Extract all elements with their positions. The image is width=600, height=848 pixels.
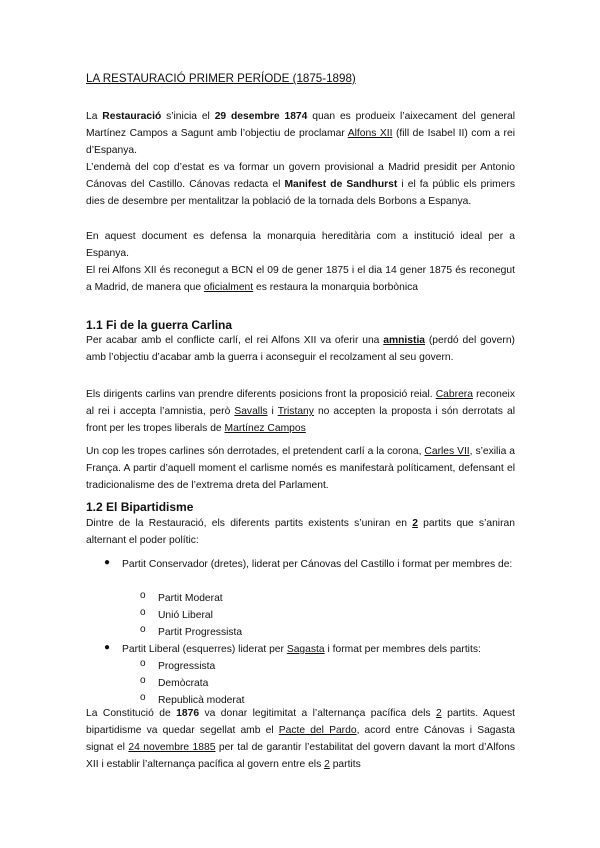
bold-term: 1876 — [176, 708, 200, 719]
document-title: LA RESTAURACIÓ PRIMER PERÍODE (1875-1898) — [86, 72, 356, 85]
underlined-term: 2 — [435, 708, 442, 719]
text-run: s’inicia el — [161, 111, 215, 122]
underlined-term: 2 — [412, 518, 418, 529]
text-run: Els dirigents carlins van prendre diferents posicions front la proposició reial. — [86, 389, 436, 400]
intro-paragraph — [86, 108, 515, 159]
text-run: El rei Alfons XII és reconegut a BCN el 09 de gener 1875 i el dia 14 gener 1875 és reconegut a Madrid, de manera que — [86, 265, 515, 293]
text-run: Un cop les tropes carlines són derrotades, el pretendent carlí a la corona, — [86, 446, 425, 457]
bullet-icon: ● — [104, 557, 111, 568]
list-item: Partit Progressista — [158, 627, 243, 638]
liberal-party-item — [122, 641, 515, 658]
text-run: reconeix al rei i accepta l’amnistia, però — [86, 389, 515, 417]
underlined-term: Tristany — [277, 406, 314, 417]
carlist-leaders-paragraph — [86, 386, 515, 437]
text-run: Partit Liberal (esquerres) liderat per — [122, 644, 287, 655]
text-run: Per acabar amb el conflicte carlí, el rei Alfons XII va oferir una — [86, 335, 384, 346]
section-heading-carlist-war: 1.1 Fi de la guerra Carlina — [86, 318, 233, 332]
text-run: , acord entre Cánovas i Sagasta signat el — [86, 725, 515, 753]
carlism-exile-paragraph — [86, 443, 515, 494]
underlined-term: 2 — [324, 759, 330, 770]
sub-bullet-icon: o — [140, 624, 146, 635]
text-run: i format per membres dels partits: — [324, 644, 481, 655]
text-run: (fill de Isabel II) com a rei d’Espanya. — [86, 128, 515, 156]
bold-term: Manifest de Sandhurst — [284, 179, 398, 190]
conservative-party-item: Partit Conservador (dretes), liderat per Cánovas del Castillo i format per membres de: — [122, 559, 513, 570]
underlined-term: Pacte del Pardo — [278, 725, 357, 736]
sub-bullet-icon: o — [140, 675, 146, 686]
text-run: partits que s’aniran alternant el poder polític: — [86, 518, 515, 546]
text-run: partits. Aquest bipartidisme va quedar segellat amb el — [86, 708, 515, 736]
recognition-paragraph — [86, 262, 515, 296]
sandhurst-paragraph — [86, 159, 515, 210]
text-run: es restaura la monarquia borbònica — [253, 282, 418, 293]
text-run: En aquest document es defensa la monarquia hereditària com a institució ideal per a Espanya. — [86, 231, 515, 259]
text-run: , s’exilia a França. A partir d’aquell moment el carlisme només es manifestarà políticament, defensant el tradicionalisme des de l’extrema dreta del Parlament. — [86, 446, 515, 491]
sub-bullet-icon: o — [140, 692, 146, 703]
underlined-term: Alfons XII — [347, 128, 393, 139]
text-run: La — [86, 111, 103, 122]
text-run: La Constitució de — [86, 708, 177, 719]
section-heading-bipartidisme: 1.2 El Bipartidisme — [86, 500, 194, 514]
text-run: va donar legitimitat a l’alternança pacífica dels — [199, 708, 436, 719]
constitution-paragraph — [86, 705, 515, 773]
text-run: no accepten la proposta i són derrotats al front per les tropes liberals de — [86, 406, 515, 434]
sub-bullet-icon: o — [140, 607, 146, 618]
text-run: quan es produeix l’aixecament del general Martínez Campos a Sagunt amb l’objectiu de proclamar — [86, 111, 515, 139]
text-run: per tal de garantir l’estabilitat del govern davant la mort d’Alfons XII i establir l’alternança pacífica al govern entre els — [86, 742, 516, 770]
list-item: Republicà moderat — [158, 695, 245, 706]
list-item: Demòcrata — [158, 678, 209, 689]
underlined-term: Sagasta — [286, 644, 325, 655]
bold-term: 29 desembre 1874 — [214, 111, 308, 122]
bullet-icon: ● — [104, 642, 111, 653]
bold-term: Restauració — [102, 111, 162, 122]
underlined-term: Carles VII — [424, 446, 470, 457]
monarchy-paragraph — [86, 228, 515, 262]
text-run: (perdó del govern) amb l’objectiu d’acabar amb la guerra i aconseguir el recolzament al seu govern. — [86, 335, 515, 363]
underlined-term: Martínez Campos — [224, 423, 306, 434]
text-run: i el fa públic els primers dies de desembre per mentalitzar la població de la tornada dels Borbons a Espanya. — [86, 179, 515, 207]
underlined-term: amnistia — [383, 335, 426, 346]
list-item: Progressista — [158, 661, 216, 672]
text-run: partits — [329, 759, 361, 770]
underlined-term: Savalls — [234, 406, 268, 417]
list-item: Partit Moderat — [158, 593, 223, 604]
text-run: L’endemà del cop d’estat es va formar un govern provisional a Madrid presidit per Antonio Cánovas del Castillo. Cánovas redacta el — [86, 162, 515, 190]
amnesty-paragraph — [86, 332, 515, 366]
list-item: Unió Liberal — [158, 610, 213, 621]
underlined-term: 24 novembre 1885 — [128, 742, 216, 753]
bipartidisme-intro — [86, 515, 515, 549]
text-run: i — [267, 406, 278, 417]
sub-bullet-icon: o — [140, 590, 146, 601]
underlined-term: oficialment — [203, 282, 254, 293]
text-run: Dintre de la Restauració, els diferents partits existents s’uniran en — [86, 518, 413, 529]
underlined-term: Cabrera — [435, 389, 473, 400]
sub-bullet-icon: o — [140, 658, 146, 669]
